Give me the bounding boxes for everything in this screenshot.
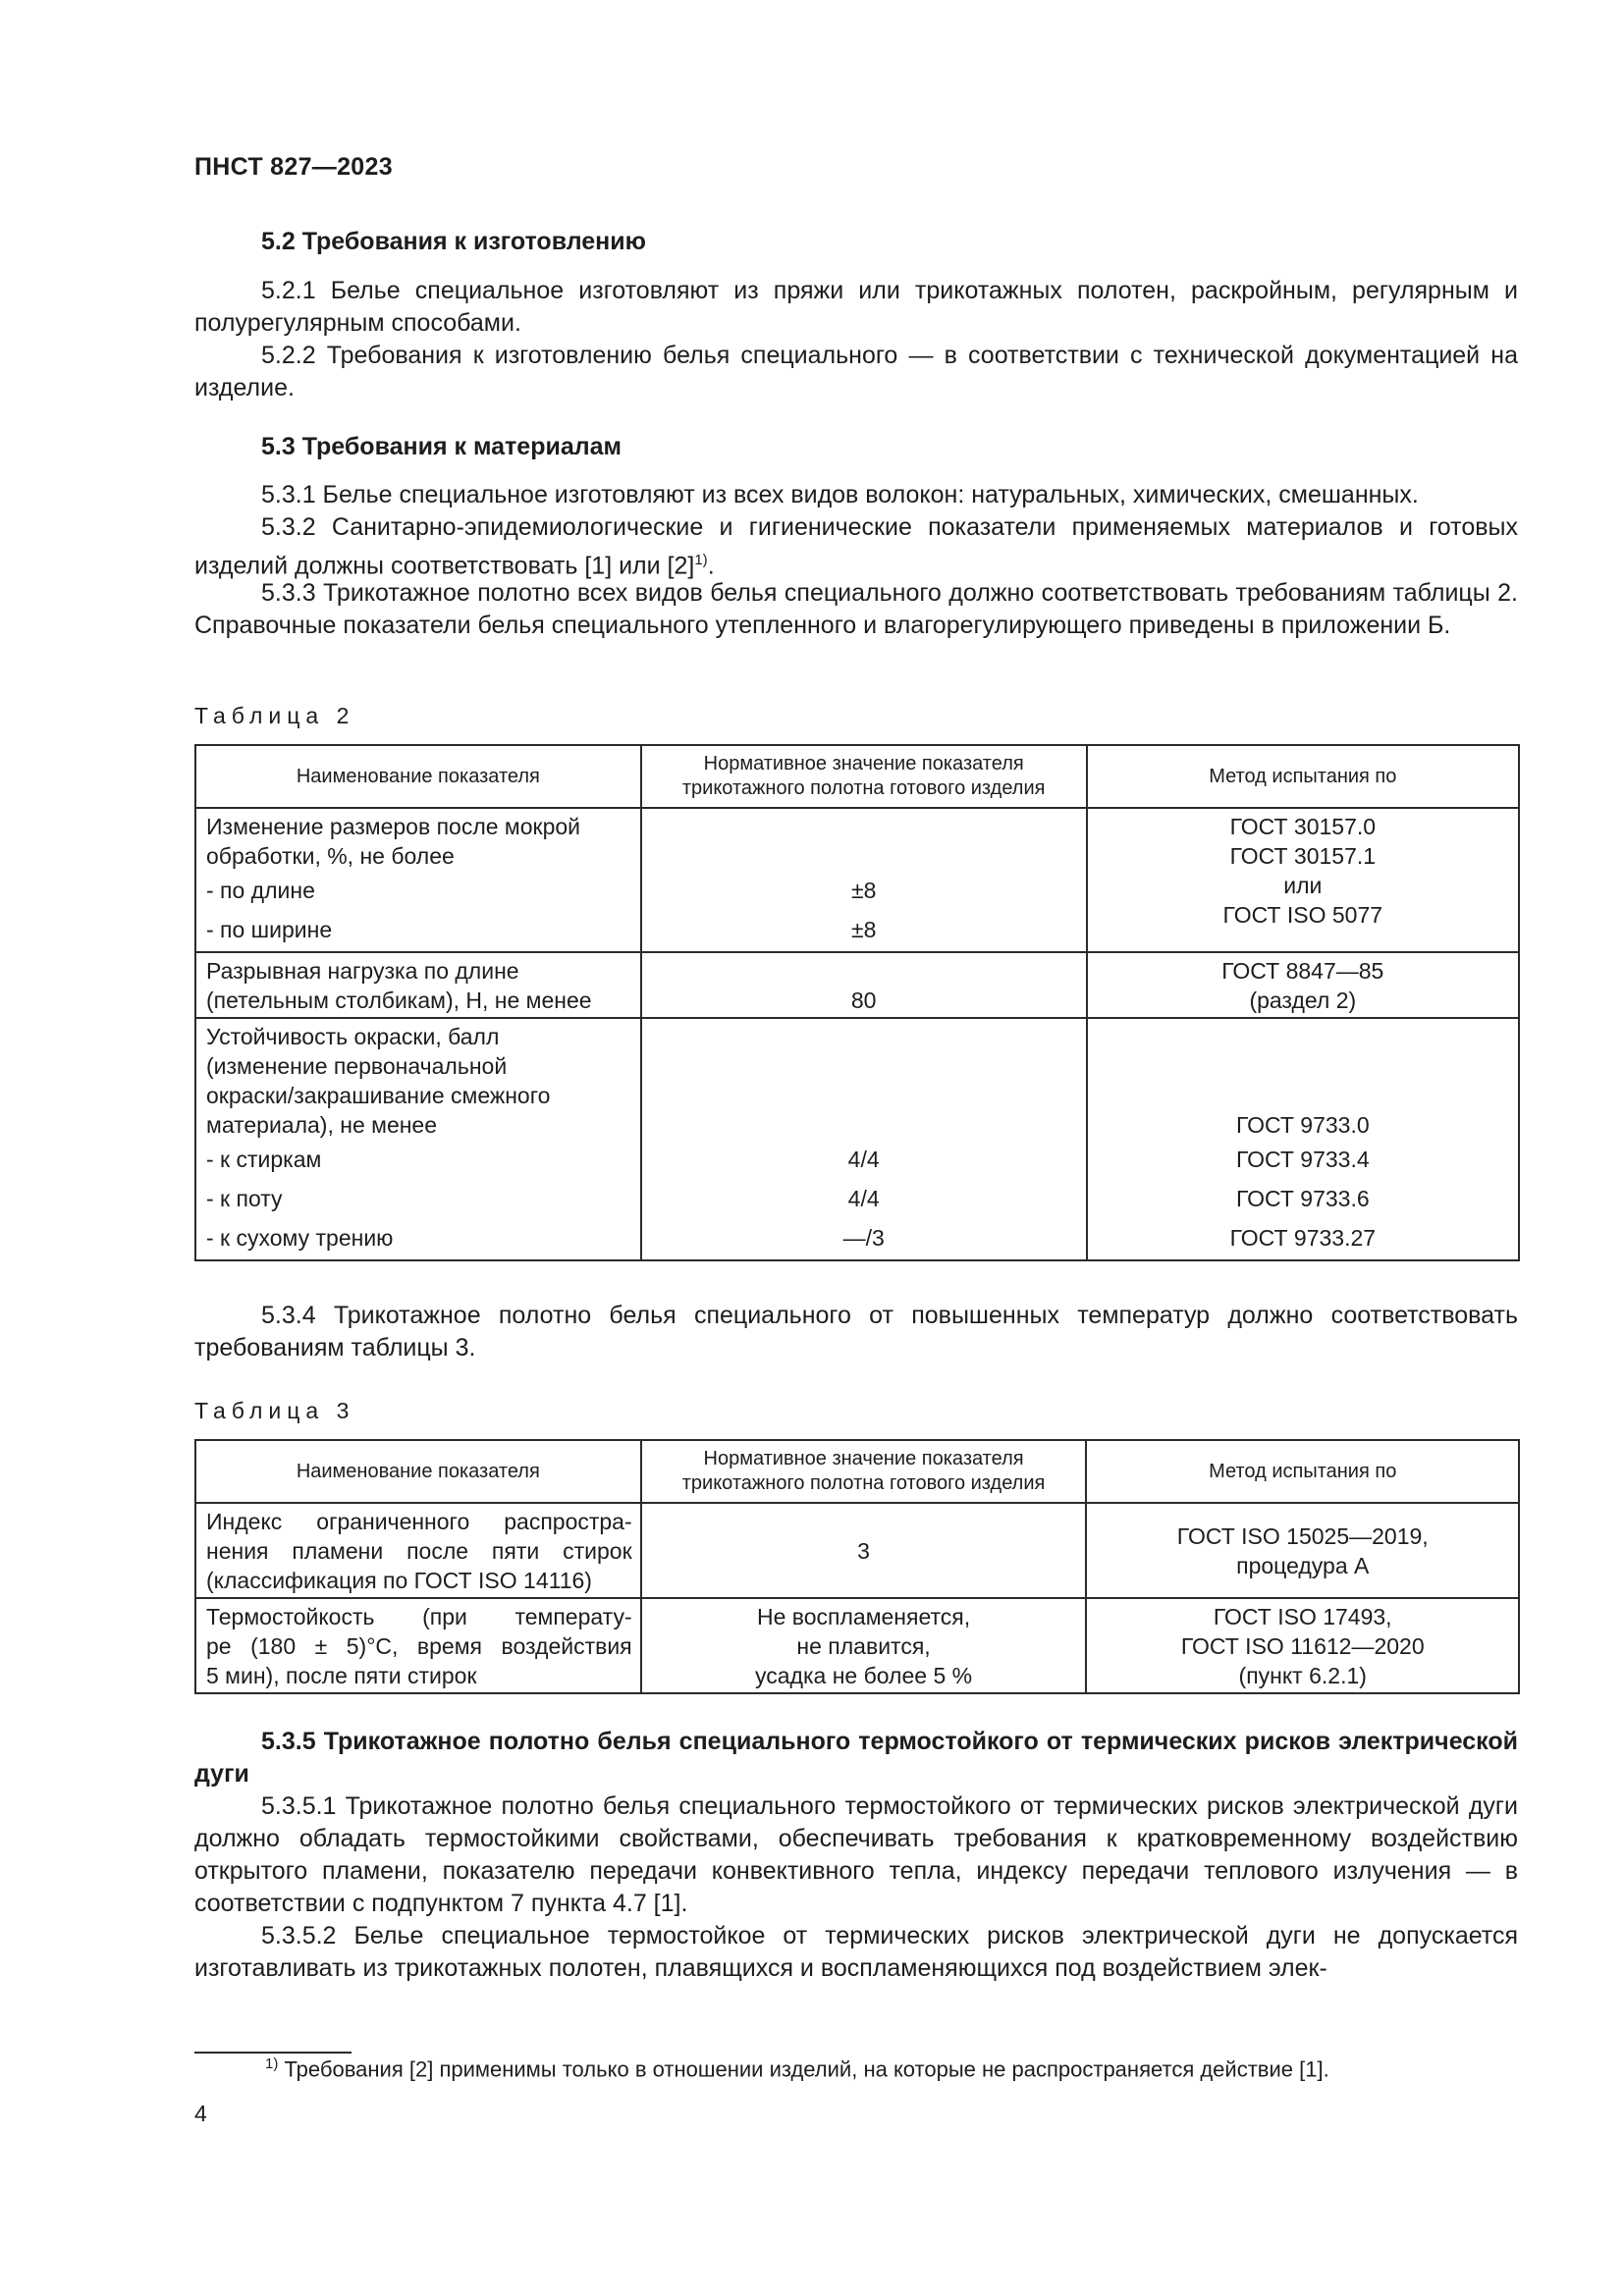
- table-cell: Не воспламеняется, не плавится, усадка не более 5 %: [641, 1598, 1087, 1693]
- paragraph-5-3-5-1-text: 5.3.5.1 Трикотажное полотно белья специального термостойкого от термических рисков электрической дуги должно обладать термостойкими свойствами, обеспечивать требования к кратковременному воздействию открытого пламени, показателю передачи конвективного тепла, индексу передачи теплового излучения — в соответствии с подпунктом 7 пункта 4.7 [1].: [194, 1792, 1518, 1917]
- table-cell: ±8 ±8: [641, 808, 1087, 952]
- paragraph-5-2-2-text: 5.2.2 Требования к изготовлению белья специального — в соответствии с технической документацией на изделие.: [194, 342, 1518, 401]
- table-row: [195, 952, 1519, 1018]
- table-2-header-method: Метод испытания по: [1087, 745, 1519, 808]
- table-cell: Индекс ограниченного распростра- нения пламени после пяти стирок (классификация по ГОСТ ISO 14116): [195, 1503, 641, 1598]
- table-cell: ГОСТ ISO 17493, ГОСТ ISO 11612—2020 (пункт 6.2.1): [1086, 1598, 1519, 1693]
- table-2-header-name: Наименование показателя: [195, 745, 641, 808]
- table-row: [195, 1503, 1519, 1598]
- table-row: [195, 1598, 1519, 1693]
- footnote-text: Требования [2] применимы только в отношении изделий, на которые не распространяется действие [1].: [284, 2056, 1329, 2082]
- section-5-3-heading: 5.3 Требования к материалам: [261, 433, 623, 460]
- paragraph-5-3-5-2: [194, 1920, 1518, 1985]
- paragraph-5-3-4: [194, 1300, 1518, 1364]
- table-2-header-row: [195, 745, 1519, 808]
- section-5-2-heading: 5.2 Требования к изготовлению: [261, 228, 647, 255]
- footnote-marker: 1): [265, 2056, 279, 2072]
- table-cell: Разрывная нагрузка по длине (петельным столбикам), Н, не менее: [195, 952, 641, 1018]
- paragraph-5-3-2: [194, 511, 1518, 582]
- footnote-divider: [194, 2052, 352, 2054]
- page-number: 4: [194, 2101, 207, 2126]
- paragraph-5-3-1: [194, 479, 1518, 511]
- paragraph-5-2-1-text: 5.2.1 Белье специальное изготовляют из пряжи или трикотажных полотен, раскройным, регулярным и полурегулярным способами.: [194, 277, 1518, 337]
- paragraph-5-2-1: [194, 275, 1518, 340]
- table-3-header-name: Наименование показателя: [195, 1440, 641, 1503]
- table-cell: ГОСТ 9733.0 ГОСТ 9733.4 ГОСТ 9733.6 ГОСТ 9733.27: [1087, 1018, 1519, 1260]
- table-cell: 4/4 4/4 —/3: [641, 1018, 1087, 1260]
- section-5-3-5-heading: 5.3.5 Трикотажное полотно белья специального термостойкого от термических рисков электрической дуги: [194, 1728, 1518, 1788]
- document-code: ПНСТ 827—2023: [194, 153, 393, 181]
- table-cell: 80: [641, 952, 1087, 1018]
- paragraph-5-3-5-1: [194, 1790, 1518, 1920]
- paragraph-5-3-4-text: 5.3.4 Трикотажное полотно белья специального от повышенных температур должно соответствовать требованиям таблицы 3.: [194, 1302, 1518, 1362]
- table-3-caption: Таблица 3: [194, 1398, 355, 1423]
- paragraph-5-3-1-text: 5.3.1 Белье специальное изготовляют из всех видов волокон: натуральных, химических, смешанных.: [261, 481, 1419, 508]
- table-3-header-value: Нормативное значение показателя трикотажного полотна готового изделия: [641, 1440, 1087, 1503]
- table-cell: ГОСТ 8847—85 (раздел 2): [1087, 952, 1519, 1018]
- table-2-header-value: Нормативное значение показателя трикотажного полотна готового изделия: [641, 745, 1087, 808]
- paragraph-5-3-3: [194, 577, 1518, 642]
- table-2-caption: Таблица 2: [194, 703, 355, 728]
- table-2: [194, 744, 1520, 1261]
- table-cell: ГОСТ ISO 15025—2019, процедура А: [1086, 1503, 1519, 1598]
- table-cell: ГОСТ 30157.0 ГОСТ 30157.1 или ГОСТ ISO 5077: [1087, 808, 1519, 952]
- table-3: [194, 1439, 1520, 1694]
- paragraph-5-3-5-2-text: 5.3.5.2 Белье специальное термостойкое от термических рисков электрической дуги не допускается изготавливать из трикотажных полотен, плавящихся и воспламеняющихся под воздействием элек-: [194, 1922, 1518, 1982]
- table-cell: Термостойкость (при температу- ре (180 ± 5)°С, время воздействия 5 мин), после пяти стирок: [195, 1598, 641, 1693]
- table-row: [195, 1018, 1519, 1260]
- table-3-header-method: Метод испытания по: [1086, 1440, 1519, 1503]
- table-row: [195, 808, 1519, 952]
- table-cell: 3: [641, 1503, 1087, 1598]
- footnote-ref: 1): [694, 552, 708, 568]
- table-3-header-row: [195, 1440, 1519, 1503]
- paragraph-5-2-2: [194, 340, 1518, 404]
- paragraph-5-3-2-end: .: [707, 552, 715, 580]
- footnote: [265, 2056, 1329, 2082]
- paragraph-5-3-3-text: 5.3.3 Трикотажное полотно всех видов белья специального должно соответствовать требованиям таблицы 2. Справочные показатели белья специального утепленного и влагорегулирующего приведены в приложении Б.: [194, 579, 1518, 639]
- table-cell: Изменение размеров после мокрой обработки, %, не более - по длине - по ширине: [195, 808, 641, 952]
- table-cell: Устойчивость окраски, балл (изменение первоначальной окраски/закрашивание смежного материала), не менее - к стиркам - к поту - к сухому трению: [195, 1018, 641, 1260]
- paragraph-5-3-2-text: 5.3.2 Санитарно-эпидемиологические и гигиенические показатели применяемых материалов и готовых изделий должны соответствовать [1] или [2]: [194, 513, 1518, 580]
